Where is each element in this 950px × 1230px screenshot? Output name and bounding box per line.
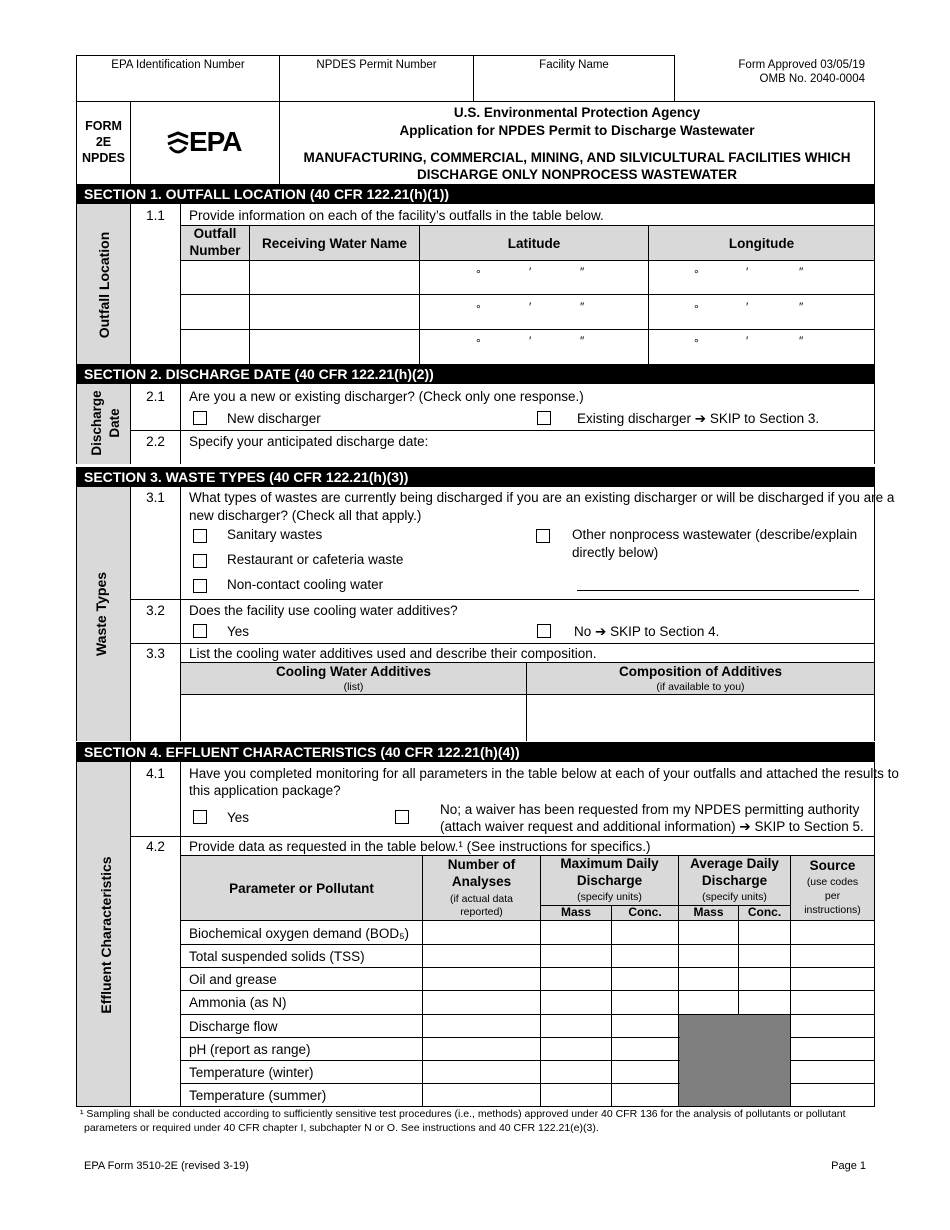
additives-yes-checkbox[interactable] [193, 624, 207, 638]
facility-name-field[interactable] [477, 72, 671, 98]
form-subtitle-line1: MANUFACTURING, COMMERCIAL, MINING, AND SILVICULTURAL FACILITIES WHICH [303, 150, 851, 165]
col-source-2: (use codes [806, 876, 859, 888]
npdes-permit-label: NPDES Permit Number [316, 59, 437, 71]
new-discharger-label: New discharger [227, 411, 321, 426]
section3-side-label: Waste Types [93, 571, 109, 657]
item-3-3-question: List the cooling water additives used and describe their composition. [189, 646, 597, 661]
epa-logo [165, 128, 245, 158]
item-2-2-question: Specify your anticipated discharge date: [189, 434, 429, 449]
col-avg-daily-1: Average Daily [690, 856, 779, 871]
item-4-1-question-line1: Have you completed monitoring for all parameters in the table below at each of your outfalls and attached the results to [189, 766, 899, 781]
col-source-3: per [824, 890, 841, 902]
col-cooling-additives: Cooling Water Additives [275, 664, 431, 679]
outfall-number-field[interactable] [183, 296, 247, 327]
lon-second-mark: ″ [799, 300, 804, 314]
col-max-conc: Conc. [628, 905, 662, 919]
col-outfall-number-1: Outfall [193, 226, 237, 241]
noncontact-cooling-checkbox[interactable] [193, 579, 207, 593]
param-row-ph: pH (report as range) [189, 1042, 311, 1057]
col-num-analyses-4: reported) [460, 906, 503, 918]
epa-logo-text: EPA [189, 126, 242, 157]
epa-id-label: EPA Identification Number [111, 59, 245, 71]
application-title: Application for NPDES Permit to Discharge Wastewater [399, 123, 755, 138]
col-avg-mass: Mass [693, 905, 724, 919]
item-3-3-number: 3.3 [146, 646, 165, 661]
item-3-1-question-line2: new discharger? (Check all that apply.) [189, 508, 422, 523]
monitoring-yes-checkbox[interactable] [193, 810, 207, 824]
lat-degree-mark: ° [476, 336, 481, 350]
outfall-number-field[interactable] [183, 262, 247, 292]
item-4-1-question-line2: this application package? [189, 783, 341, 798]
col-composition-sub: (if available to you) [656, 681, 745, 693]
lat-minute-mark: ′ [529, 300, 532, 314]
lat-second-mark: ″ [580, 265, 585, 279]
section2-side-label-1: Discharge [89, 390, 104, 456]
col-longitude: Longitude [728, 236, 795, 251]
param-row-ammonia: Ammonia (as N) [189, 995, 287, 1010]
other-nonprocess-label-line1: Other nonprocess wastewater (describe/explain [572, 527, 858, 542]
existing-discharger-label: Existing discharger ➔ SKIP to Section 3. [577, 411, 820, 426]
lon-degree-mark: ° [694, 302, 699, 316]
section4-header: SECTION 4. EFFLUENT CHARACTERISTICS (40 CFR 122.21(h)(4)) [76, 742, 875, 762]
lon-degree-mark: ° [694, 267, 699, 281]
item-4-2-number: 4.2 [146, 839, 165, 854]
additives-yes-label: Yes [227, 624, 250, 639]
monitoring-waiver-label-line2: (attach waiver request and additional information) ➔ SKIP to Section 5. [440, 819, 864, 834]
restaurant-waste-label: Restaurant or cafeteria waste [227, 552, 404, 567]
omb-number: OMB No. 2040-0004 [759, 73, 865, 85]
form-approved-date: Form Approved 03/05/19 [738, 59, 865, 71]
item-4-1-number: 4.1 [146, 766, 165, 781]
npdes-permit-field[interactable] [283, 72, 470, 98]
lon-second-mark: ″ [799, 334, 804, 348]
col-avg-daily-3: (specify units) [702, 891, 767, 903]
col-source-4: instructions) [804, 904, 861, 916]
item-2-1-number: 2.1 [146, 389, 165, 404]
form-number: 2E [95, 135, 112, 149]
col-outfall-number-2: Number [189, 243, 241, 258]
noncontact-cooling-label: Non-contact cooling water [227, 577, 384, 592]
facility-name-label: Facility Name [539, 59, 609, 71]
existing-discharger-checkbox[interactable] [537, 411, 551, 425]
section1-side-label: Outfall Location [96, 231, 112, 339]
col-max-daily-2: Discharge [576, 873, 643, 888]
col-composition: Composition of Additives [619, 664, 782, 679]
sanitary-wastes-label: Sanitary wastes [227, 527, 323, 542]
item-3-1-question-line1: What types of wastes are currently being discharged if you are an existing discharger or will be discharged if you are a [189, 490, 895, 505]
footer-page-number: Page 1 [831, 1160, 866, 1172]
item-1-1-number: 1.1 [146, 208, 165, 223]
additives-no-checkbox[interactable] [537, 624, 551, 638]
lat-minute-mark: ′ [529, 334, 532, 348]
lat-second-mark: ″ [580, 300, 585, 314]
other-nonprocess-field[interactable] [577, 568, 859, 590]
monitoring-yes-label: Yes [227, 810, 250, 825]
lat-minute-mark: ′ [529, 265, 532, 279]
other-nonprocess-line [577, 590, 859, 591]
epa-flower-icon [165, 131, 191, 157]
monitoring-waiver-checkbox[interactable] [395, 810, 409, 824]
other-nonprocess-checkbox[interactable] [536, 529, 550, 543]
param-row-discharge-flow: Discharge flow [189, 1019, 278, 1034]
lat-second-mark: ″ [580, 334, 585, 348]
col-receiving-water: Receiving Water Name [261, 236, 408, 251]
section1-header: SECTION 1. OUTFALL LOCATION (40 CFR 122.21(h)(1)) [76, 184, 875, 204]
monitoring-waiver-label-line1: No; a waiver has been requested from my NPDES permitting authority [440, 802, 860, 817]
form-label: FORM [85, 119, 122, 133]
cooling-additives-field[interactable] [183, 697, 523, 739]
section2-side-label-2: Date [107, 408, 122, 438]
additives-no-label: No ➔ SKIP to Section 4. [574, 624, 720, 639]
section3-header: SECTION 3. WASTE TYPES (40 CFR 122.21(h)(3)) [76, 467, 875, 487]
agency-name: U.S. Environmental Protection Agency [453, 105, 701, 120]
col-avg-conc: Conc. [747, 905, 782, 919]
lon-minute-mark: ′ [746, 334, 749, 348]
footnote-line1: ¹ Sampling shall be conducted according to sufficiently sensitive test procedures (i.e., methods) approved under 40 CFR 136 for the analysis of pollutants or pollutant [80, 1108, 846, 1120]
section2-header: SECTION 2. DISCHARGE DATE (40 CFR 122.21(h)(2)) [76, 364, 875, 384]
footer-form-id: EPA Form 3510-2E (revised 3-19) [84, 1160, 249, 1172]
sanitary-wastes-checkbox[interactable] [193, 529, 207, 543]
item-3-2-number: 3.2 [146, 603, 165, 618]
restaurant-waste-checkbox[interactable] [193, 554, 207, 568]
outfall-number-field[interactable] [183, 331, 247, 362]
param-row-oil-grease: Oil and grease [189, 972, 277, 987]
col-max-daily-3: (specify units) [577, 891, 642, 903]
lat-degree-mark: ° [476, 302, 481, 316]
item-3-2-question: Does the facility use cooling water additives? [189, 603, 458, 618]
lon-minute-mark: ′ [746, 300, 749, 314]
item-1-1-question: Provide information on each of the facility’s outfalls in the table below. [189, 208, 604, 223]
item-2-2-number: 2.2 [146, 434, 165, 449]
lat-degree-mark: ° [476, 267, 481, 281]
other-nonprocess-label-line2: directly below) [572, 545, 659, 560]
col-num-analyses-1: Number of [447, 857, 516, 872]
form-program: NPDES [81, 151, 126, 165]
composition-field[interactable] [529, 697, 871, 739]
col-max-mass: Mass [560, 905, 592, 919]
col-source-1: Source [809, 858, 856, 873]
col-num-analyses-3: (if actual data [449, 893, 514, 905]
param-row-tss: Total suspended solids (TSS) [189, 949, 365, 964]
col-cooling-additives-sub: (list) [343, 681, 364, 693]
lon-degree-mark: ° [694, 336, 699, 350]
discharge-date-field[interactable] [420, 432, 870, 462]
receiving-water-field[interactable] [252, 262, 417, 292]
item-4-2-question: Provide data as requested in the table below.¹ (See instructions for specifics.) [189, 839, 651, 854]
epa-id-field[interactable] [80, 72, 276, 98]
param-row-temp-summer: Temperature (summer) [189, 1088, 327, 1103]
col-num-analyses-2: Analyses [451, 874, 512, 889]
na-shaded-cells [679, 1015, 790, 1106]
col-latitude: Latitude [507, 236, 561, 251]
param-row-temp-winter: Temperature (winter) [189, 1065, 314, 1080]
new-discharger-checkbox[interactable] [193, 411, 207, 425]
col-avg-daily-2: Discharge [701, 873, 768, 888]
receiving-water-field[interactable] [252, 331, 417, 362]
receiving-water-field[interactable] [252, 296, 417, 327]
item-3-1-number: 3.1 [146, 490, 165, 505]
item-2-1-question: Are you a new or existing discharger? (Check only one response.) [189, 389, 584, 404]
lon-minute-mark: ′ [746, 265, 749, 279]
param-row-bod: Biochemical oxygen demand (BOD₅) [189, 926, 410, 941]
section4-side-label: Effluent Characteristics [98, 856, 114, 1014]
form-subtitle-line2: DISCHARGE ONLY NONPROCESS WASTEWATER [416, 167, 738, 182]
lon-second-mark: ″ [799, 265, 804, 279]
col-max-daily-1: Maximum Daily [560, 856, 659, 871]
footnote-line2: parameters or required under 40 CFR chapter I, subchapter N or O. See instructions and 40 CFR 122.21(e)(3). [84, 1122, 599, 1134]
col-parameter: Parameter or Pollutant [229, 881, 374, 896]
